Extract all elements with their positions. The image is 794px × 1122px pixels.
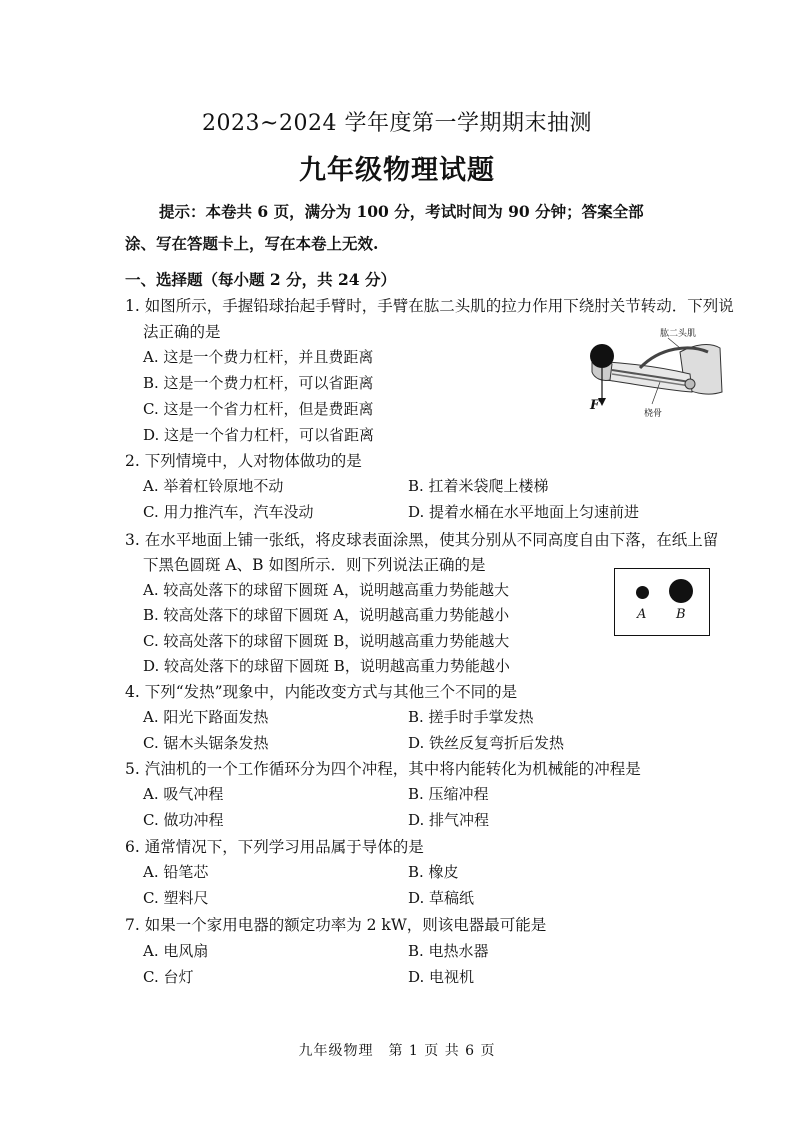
question-6-option-b: B. 橡皮 bbox=[408, 863, 459, 881]
question-6-option-d: D. 草稿纸 bbox=[408, 889, 475, 907]
section-heading: 一、选择题（每小题 2 分，共 24 分） bbox=[125, 270, 396, 289]
elbow-joint bbox=[685, 379, 695, 389]
spot-b-circle bbox=[669, 579, 693, 603]
question-3-option-c: C. 较高处落下的球留下圆斑 B，说明越高重力势能越大 bbox=[143, 632, 510, 650]
question-4-option-c: C. 锯木头锯条发热 bbox=[143, 734, 269, 752]
question-3-option-a: A. 较高处落下的球留下圆斑 A，说明越高重力势能越大 bbox=[143, 581, 509, 599]
spot-a-label: A bbox=[637, 607, 647, 622]
spot-b-label: B bbox=[676, 607, 686, 622]
question-7-option-d: D. 电视机 bbox=[408, 968, 475, 986]
spots-figure bbox=[614, 568, 710, 636]
question-6-option-a: A. 铅笔芯 bbox=[143, 863, 209, 881]
question-5-option-d: D. 排气冲程 bbox=[408, 811, 490, 829]
page-footer: 九年级物理 第 1 页 共 6 页 bbox=[298, 1043, 496, 1059]
question-2-option-b: B. 扛着米袋爬上楼梯 bbox=[408, 477, 549, 495]
question-1-option-d: D. 这是一个省力杠杆，可以省距离 bbox=[143, 426, 375, 444]
exam-notice: 提示：本卷共 6 页，满分为 100 分，考试时间为 90 分钟；答案全部涂、写在答题卡上，写在本卷上无效. bbox=[125, 202, 644, 253]
question-6-stem: 6. 通常情况下，下列学习用品属于导体的是 bbox=[125, 838, 424, 856]
question-7-option-c: C. 台灯 bbox=[143, 968, 194, 986]
exam-term-title: 2023~2024 学年度第一学期期末抽测 bbox=[202, 111, 592, 136]
question-4-option-b: B. 搓手时手掌发热 bbox=[408, 708, 534, 726]
shot-put-ball bbox=[590, 344, 614, 368]
muscle-leader-line bbox=[668, 338, 680, 348]
question-5-option-b: B. 压缩冲程 bbox=[408, 785, 489, 803]
question-2-option-d: D. 提着水桶在水平地面上匀速前进 bbox=[408, 503, 640, 521]
question-4-option-a: A. 阳光下路面发热 bbox=[143, 708, 269, 726]
question-1-option-a: A. 这是一个费力杠杆，并且费距离 bbox=[143, 348, 374, 366]
force-label: F bbox=[590, 398, 600, 413]
question-2-stem: 2. 下列情境中，人对物体做功的是 bbox=[125, 452, 362, 470]
muscle-label: 肱二头肌 bbox=[660, 329, 697, 339]
question-3-stem: 3. 在水平地面上铺一张纸，将皮球表面涂黑，使其分别从不同高度自由下落，在纸上留 bbox=[125, 531, 719, 549]
question-7-stem: 7. 如果一个家用电器的额定功率为 2 kW，则该电器最可能是 bbox=[125, 916, 547, 934]
question-3-option-b: B. 较高处落下的球留下圆斑 A，说明越高重力势能越小 bbox=[143, 606, 510, 624]
question-6-option-c: C. 塑料尺 bbox=[143, 889, 209, 907]
question-2-option-a: A. 举着杠铃原地不动 bbox=[143, 477, 284, 495]
question-1-option-c: C. 这是一个省力杠杆，但是费距离 bbox=[143, 400, 374, 418]
question-5-stem: 5. 汽油机的一个工作循环分为四个冲程，其中将内能转化为机械能的冲程是 bbox=[125, 760, 641, 778]
question-7-option-a: A. 电风扇 bbox=[143, 942, 209, 960]
question-1-stem-cont: 法正确的是 bbox=[143, 323, 221, 341]
question-5-option-c: C. 做功冲程 bbox=[143, 811, 224, 829]
spot-a-circle bbox=[636, 586, 649, 599]
question-3-option-d: D. 较高处落下的球留下圆斑 B，说明越高重力势能越小 bbox=[143, 657, 510, 675]
question-3-stem-cont: 下黑色圆斑 A、B 如图所示．则下列说法正确的是 bbox=[143, 556, 486, 574]
exam-subject-title: 九年级物理试题 bbox=[299, 155, 495, 186]
question-7-option-b: B. 电热水器 bbox=[408, 942, 489, 960]
question-2-option-c: C. 用力推汽车，汽车没动 bbox=[143, 503, 314, 521]
question-4-stem: 4. 下列“发热”现象中，内能改变方式与其他三个不同的是 bbox=[125, 683, 518, 701]
question-5-option-a: A. 吸气冲程 bbox=[143, 785, 224, 803]
question-4-option-d: D. 铁丝反复弯折后发热 bbox=[408, 734, 565, 752]
arm-lever-figure bbox=[580, 322, 730, 422]
question-1-stem: 1. 如图所示，手握铅球抬起手臂时，手臂在肱二头肌的拉力作用下绕肘关节转动．下列说 bbox=[125, 297, 734, 315]
forearm-shape bbox=[606, 362, 692, 392]
question-1-option-b: B. 这是一个费力杠杆，可以省距离 bbox=[143, 374, 374, 392]
bone-label: 桡骨 bbox=[644, 409, 663, 419]
